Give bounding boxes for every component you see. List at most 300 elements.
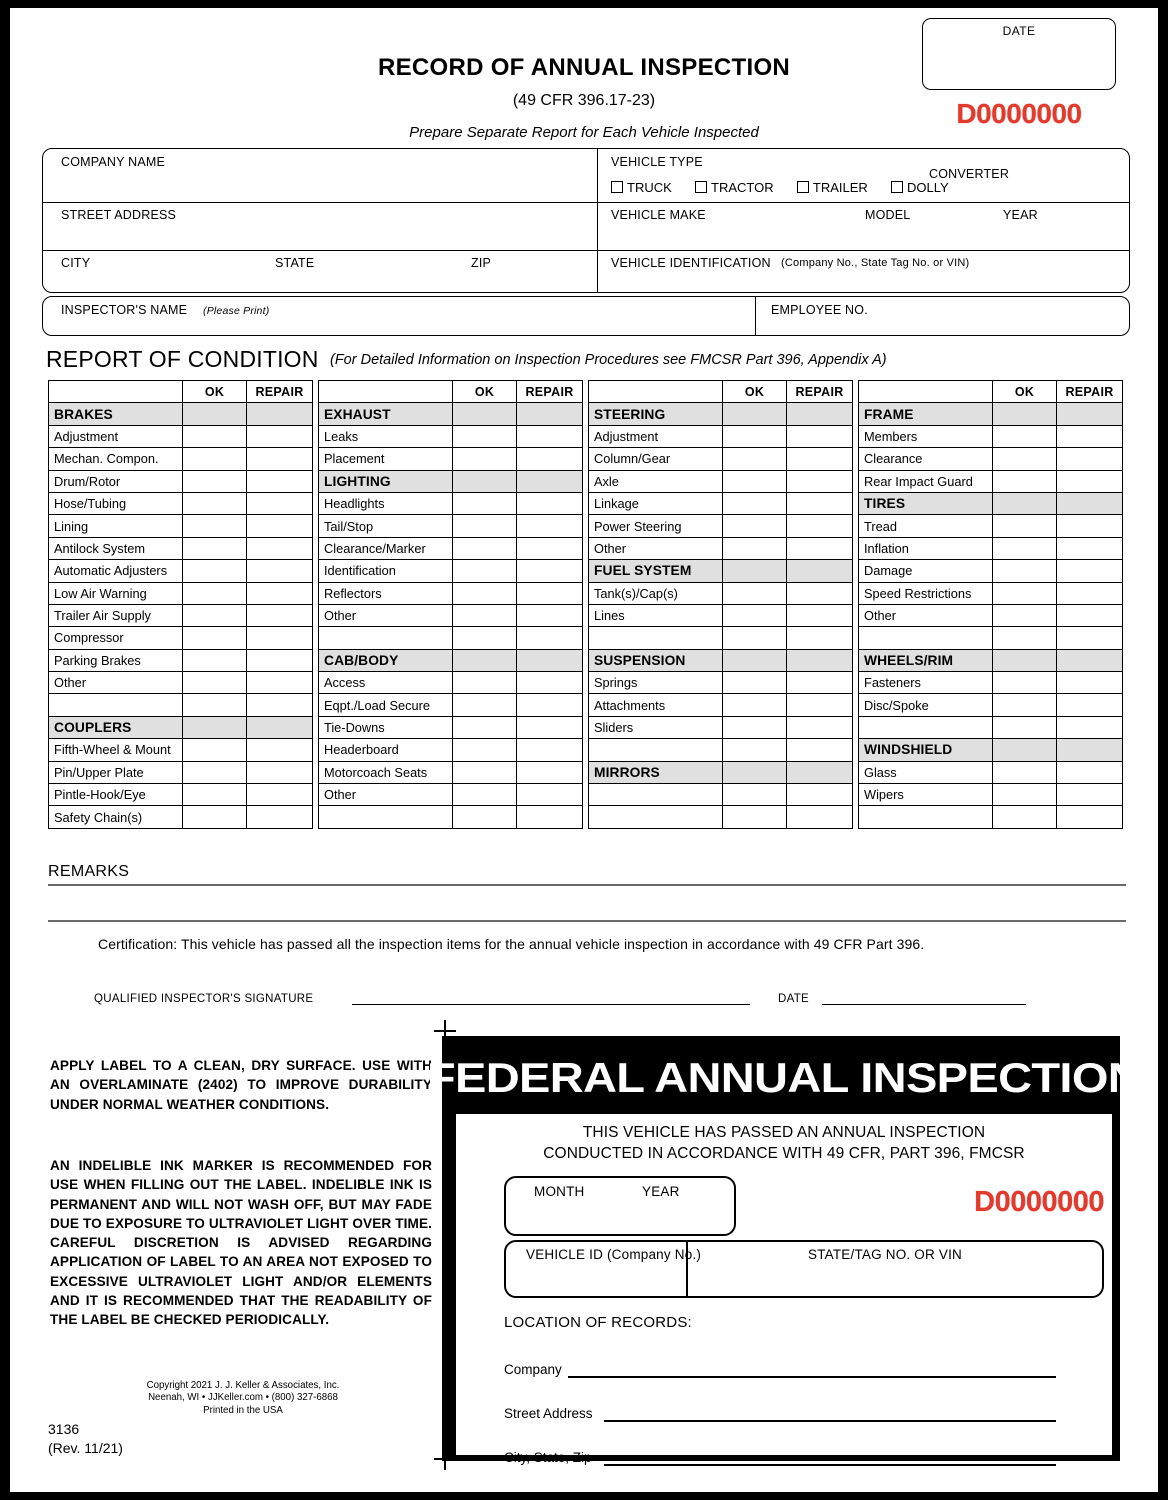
section-header-cell: BRAKES xyxy=(49,403,183,425)
label-inner xyxy=(426,1044,1142,1465)
repair-checkbox-cell[interactable] xyxy=(517,627,583,649)
inspection-item-cell: Antilock System xyxy=(49,537,183,559)
repair-checkbox-cell[interactable] xyxy=(1057,582,1123,604)
ok-checkbox-cell[interactable] xyxy=(993,672,1057,694)
repair-checkbox-cell[interactable] xyxy=(517,425,583,447)
inspection-item-cell: Other xyxy=(319,784,453,806)
ok-checkbox-cell[interactable] xyxy=(993,694,1057,716)
ok-checkbox-cell[interactable] xyxy=(723,784,787,806)
repair-checkbox-cell[interactable] xyxy=(247,448,313,470)
instructions-paragraph-1: APPLY LABEL TO A CLEAN, DRY SURFACE. USE WITH AN OVERLAMINATE (2402) TO IMPROVE DURABILITY UNDER NORMAL WEATHER CONDITIONS. xyxy=(50,1058,432,1112)
ok-checkbox-cell[interactable] xyxy=(993,784,1057,806)
repair-checkbox-cell[interactable] xyxy=(787,672,853,694)
ok-checkbox-cell[interactable] xyxy=(453,582,517,604)
inspection-item-cell: Adjustment xyxy=(49,425,183,447)
ok-checkbox-cell[interactable] xyxy=(183,627,247,649)
column-header-blank xyxy=(859,381,993,403)
repair-checkbox-cell[interactable] xyxy=(247,806,313,828)
table-row xyxy=(49,448,1123,470)
repair-checkbox-cell[interactable] xyxy=(787,627,853,649)
repair-checkbox-cell[interactable] xyxy=(517,694,583,716)
inspection-item-cell: Compressor xyxy=(49,627,183,649)
section-ok-cell xyxy=(723,761,787,783)
section-repair-cell xyxy=(517,649,583,671)
ok-checkbox-cell[interactable] xyxy=(183,448,247,470)
column-header-ok: OK xyxy=(723,381,787,403)
repair-checkbox-cell[interactable] xyxy=(1057,448,1123,470)
ok-checkbox-cell[interactable] xyxy=(453,425,517,447)
ok-checkbox-cell[interactable] xyxy=(183,604,247,626)
inspection-item-cell: Fifth-Wheel & Mount xyxy=(49,739,183,761)
form-number: 3136 xyxy=(48,1421,80,1437)
repair-checkbox-cell[interactable] xyxy=(1057,627,1123,649)
inspector-name-hint: (Please Print) xyxy=(203,305,270,317)
repair-checkbox-cell[interactable] xyxy=(517,515,583,537)
repair-checkbox-cell[interactable] xyxy=(247,694,313,716)
table-row xyxy=(49,492,1123,514)
vehicle-type-converter-dolly-option[interactable] xyxy=(891,180,949,195)
ok-checkbox-cell[interactable] xyxy=(453,560,517,582)
repair-checkbox-cell[interactable] xyxy=(1057,470,1123,492)
serial-number-top: D0000000 xyxy=(956,98,1082,129)
ok-checkbox-cell[interactable] xyxy=(723,716,787,738)
repair-checkbox-cell[interactable] xyxy=(1057,560,1123,582)
box-divider-h1 xyxy=(43,202,1129,203)
ok-checkbox-cell[interactable] xyxy=(453,806,517,828)
repair-checkbox-cell[interactable] xyxy=(1057,604,1123,626)
checkbox-icon[interactable] xyxy=(695,181,707,193)
table-row xyxy=(49,694,1123,716)
report-of-condition-title: REPORT OF CONDITION xyxy=(46,346,319,372)
column-header-ok: OK xyxy=(993,381,1057,403)
signature-date-line[interactable] xyxy=(822,1004,1026,1005)
inspection-item-cell: Trailer Air Supply xyxy=(49,604,183,626)
section-header-cell: LIGHTING xyxy=(319,470,453,492)
ok-checkbox-cell[interactable] xyxy=(453,761,517,783)
label-subtitle-line-1: THIS VEHICLE HAS PASSED AN ANNUAL INSPECTION xyxy=(582,1124,986,1141)
inspection-item-cell: Clearance/Marker xyxy=(319,537,453,559)
inspection-item-cell: Mechan. Compon. xyxy=(49,448,183,470)
repair-checkbox-cell[interactable] xyxy=(517,672,583,694)
ok-checkbox-cell[interactable] xyxy=(183,784,247,806)
inspection-item-cell: Identification xyxy=(319,560,453,582)
checkbox-icon[interactable] xyxy=(797,181,809,193)
inspection-item-cell: Other xyxy=(859,604,993,626)
box-divider-vertical xyxy=(597,149,598,292)
checkbox-icon[interactable] xyxy=(611,181,623,193)
inspection-item-cell: Adjustment xyxy=(589,425,723,447)
repair-checkbox-cell[interactable] xyxy=(247,560,313,582)
month-label: MONTH xyxy=(534,1184,585,1199)
remarks-line-1[interactable] xyxy=(48,884,1126,886)
section-header-cell: MIRRORS xyxy=(589,761,723,783)
section-repair-cell xyxy=(517,403,583,425)
ok-checkbox-cell[interactable] xyxy=(183,425,247,447)
ok-checkbox-cell[interactable] xyxy=(723,537,787,559)
inspection-item-cell: Pintle-Hook/Eye xyxy=(49,784,183,806)
ok-checkbox-cell[interactable] xyxy=(453,694,517,716)
report-of-condition-subtitle: (For Detailed Information on Inspection Procedures see FMCSR Part 396, Appendix A) xyxy=(330,352,887,368)
vehicle-type-tractor-option[interactable] xyxy=(695,180,774,195)
zip-label: ZIP xyxy=(471,256,492,270)
repair-checkbox-cell[interactable] xyxy=(517,784,583,806)
inspection-item-cell xyxy=(319,627,453,649)
signature-line[interactable] xyxy=(352,1004,750,1005)
form-sheet xyxy=(10,8,1158,1492)
repair-checkbox-cell[interactable] xyxy=(1057,806,1123,828)
model-label: MODEL xyxy=(865,208,911,222)
section-repair-cell xyxy=(1057,403,1123,425)
repair-checkbox-cell[interactable] xyxy=(517,448,583,470)
vehicle-type-trailer-label: TRAILER xyxy=(812,180,868,195)
inspection-item-cell: Fasteners xyxy=(859,672,993,694)
repair-checkbox-cell[interactable] xyxy=(247,649,313,671)
inspection-item-cell: Springs xyxy=(589,672,723,694)
inspection-item-cell: Clearance xyxy=(859,448,993,470)
signature-date-label: DATE xyxy=(778,993,810,1005)
ok-checkbox-cell[interactable] xyxy=(723,470,787,492)
inspection-item-cell: Automatic Adjusters xyxy=(49,560,183,582)
ok-checkbox-cell[interactable] xyxy=(183,649,247,671)
repair-checkbox-cell[interactable] xyxy=(247,739,313,761)
inspection-item-cell: Other xyxy=(589,537,723,559)
inspection-item-cell: Access xyxy=(319,672,453,694)
repair-checkbox-cell[interactable] xyxy=(1057,761,1123,783)
inspection-item-cell: Placement xyxy=(319,448,453,470)
repair-checkbox-cell[interactable] xyxy=(517,739,583,761)
section-ok-cell xyxy=(723,403,787,425)
repair-checkbox-cell[interactable] xyxy=(1057,784,1123,806)
signature-label: QUALIFIED INSPECTOR'S SIGNATURE xyxy=(94,993,314,1005)
repair-checkbox-cell[interactable] xyxy=(1057,515,1123,537)
table-row xyxy=(49,515,1123,537)
table-row xyxy=(49,425,1123,447)
inspection-item-cell xyxy=(859,627,993,649)
ok-checkbox-cell[interactable] xyxy=(453,784,517,806)
vehicle-make-label: VEHICLE MAKE xyxy=(611,208,706,222)
ok-checkbox-cell[interactable] xyxy=(723,694,787,716)
inspection-item-cell: Headerboard xyxy=(319,739,453,761)
ok-checkbox-cell[interactable] xyxy=(993,425,1057,447)
repair-checkbox-cell[interactable] xyxy=(247,604,313,626)
inspection-item-cell: Speed Restrictions xyxy=(859,582,993,604)
ok-checkbox-cell[interactable] xyxy=(183,537,247,559)
table-row xyxy=(49,403,1123,425)
section-repair-cell xyxy=(1057,649,1123,671)
vehicle-type-truck-option[interactable] xyxy=(611,180,672,195)
ok-checkbox-cell[interactable] xyxy=(993,806,1057,828)
ok-checkbox-cell[interactable] xyxy=(723,492,787,514)
section-ok-cell xyxy=(183,716,247,738)
condition-table xyxy=(48,380,1123,829)
company-name-label: COMPANY NAME xyxy=(61,155,166,169)
section-header-cell: CAB/BODY xyxy=(319,649,453,671)
vehicle-type-truck-label: TRUCK xyxy=(627,180,672,195)
inspection-item-cell: Linkage xyxy=(589,492,723,514)
records-company-line[interactable] xyxy=(568,1376,1056,1378)
inspection-item-cell: Damage xyxy=(859,560,993,582)
column-header-blank xyxy=(319,381,453,403)
ok-checkbox-cell[interactable] xyxy=(453,739,517,761)
ok-checkbox-cell[interactable] xyxy=(453,448,517,470)
section-ok-cell xyxy=(453,470,517,492)
section-repair-cell xyxy=(247,403,313,425)
repair-checkbox-cell[interactable] xyxy=(517,604,583,626)
remarks-line-2[interactable] xyxy=(48,920,1126,922)
repair-checkbox-cell[interactable] xyxy=(517,761,583,783)
remarks-label: REMARKS xyxy=(48,863,130,880)
inspection-item-cell xyxy=(589,627,723,649)
inspection-item-cell: Wipers xyxy=(859,784,993,806)
inspection-item-cell: Tail/Stop xyxy=(319,515,453,537)
ok-checkbox-cell[interactable] xyxy=(183,470,247,492)
ok-checkbox-cell[interactable] xyxy=(993,582,1057,604)
repair-checkbox-cell[interactable] xyxy=(517,537,583,559)
vehicle-type-checkbox-group xyxy=(611,180,949,195)
ok-checkbox-cell[interactable] xyxy=(723,806,787,828)
repair-checkbox-cell[interactable] xyxy=(1057,716,1123,738)
vehicle-id-label: VEHICLE ID (Company No.) xyxy=(526,1247,702,1262)
repair-checkbox-cell[interactable] xyxy=(517,716,583,738)
street-address-label: STREET ADDRESS xyxy=(61,208,177,222)
ok-checkbox-cell[interactable] xyxy=(453,537,517,559)
ok-checkbox-cell[interactable] xyxy=(183,492,247,514)
repair-checkbox-cell[interactable] xyxy=(517,560,583,582)
ok-checkbox-cell[interactable] xyxy=(723,672,787,694)
ok-checkbox-cell[interactable] xyxy=(723,425,787,447)
repair-checkbox-cell[interactable] xyxy=(247,761,313,783)
records-city-state-zip-label: City, State, Zip xyxy=(504,1450,592,1465)
ok-checkbox-cell[interactable] xyxy=(993,560,1057,582)
inspection-item-cell xyxy=(589,784,723,806)
inspection-item-cell: Parking Brakes xyxy=(49,649,183,671)
inspection-item-cell: Attachments xyxy=(589,694,723,716)
column-header-repair: REPAIR xyxy=(787,381,853,403)
ok-checkbox-cell[interactable] xyxy=(453,604,517,626)
location-of-records-label: LOCATION OF RECORDS: xyxy=(504,1314,692,1331)
repair-checkbox-cell[interactable] xyxy=(247,537,313,559)
inspection-item-cell xyxy=(859,806,993,828)
ok-checkbox-cell[interactable] xyxy=(723,739,787,761)
repair-checkbox-cell[interactable] xyxy=(1057,425,1123,447)
inspection-item-cell: Tie-Downs xyxy=(319,716,453,738)
page-title: RECORD OF ANNUAL INSPECTION xyxy=(377,54,791,81)
inspection-item-cell: Leaks xyxy=(319,425,453,447)
inspection-item-cell: Inflation xyxy=(859,537,993,559)
vehicle-type-tractor-label: TRACTOR xyxy=(711,180,774,195)
inspector-name-label: INSPECTOR'S NAME xyxy=(61,303,188,317)
records-street-address-line[interactable] xyxy=(604,1420,1056,1422)
table-row xyxy=(49,784,1123,806)
table-row xyxy=(49,739,1123,761)
repair-checkbox-cell[interactable] xyxy=(787,694,853,716)
header-note: Prepare Separate Report for Each Vehicle Inspected xyxy=(409,124,759,141)
table-row xyxy=(49,627,1123,649)
section-header-cell: EXHAUST xyxy=(319,403,453,425)
section-repair-cell xyxy=(787,560,853,582)
repair-checkbox-cell[interactable] xyxy=(787,582,853,604)
inspection-item-cell xyxy=(859,716,993,738)
repair-checkbox-cell[interactable] xyxy=(247,425,313,447)
form-number-block xyxy=(48,1420,123,1458)
column-header-repair: REPAIR xyxy=(517,381,583,403)
column-header-repair: REPAIR xyxy=(1057,381,1123,403)
repair-checkbox-cell[interactable] xyxy=(247,672,313,694)
table-row xyxy=(49,560,1123,582)
copyright-block xyxy=(118,1380,368,1417)
records-company-label: Company xyxy=(504,1362,562,1377)
inspection-item-cell: Sliders xyxy=(589,716,723,738)
repair-checkbox-cell[interactable] xyxy=(787,515,853,537)
records-street-address-label: Street Address xyxy=(504,1406,593,1421)
inspection-item-cell: Lines xyxy=(589,604,723,626)
column-header-ok: OK xyxy=(453,381,517,403)
ok-checkbox-cell[interactable] xyxy=(723,448,787,470)
form-revision: (Rev. 11/21) xyxy=(48,1440,123,1456)
year-label: YEAR xyxy=(1003,208,1038,222)
city-label: CITY xyxy=(61,256,91,270)
ok-checkbox-cell[interactable] xyxy=(993,448,1057,470)
repair-checkbox-cell[interactable] xyxy=(787,806,853,828)
inspection-item-cell: Disc/Spoke xyxy=(859,694,993,716)
repair-checkbox-cell[interactable] xyxy=(787,448,853,470)
section-ok-cell xyxy=(183,403,247,425)
section-ok-cell xyxy=(453,403,517,425)
column-header-ok: OK xyxy=(183,381,247,403)
repair-checkbox-cell[interactable] xyxy=(1057,694,1123,716)
section-ok-cell xyxy=(723,649,787,671)
ok-checkbox-cell[interactable] xyxy=(993,761,1057,783)
state-tag-label: STATE/TAG NO. OR VIN xyxy=(808,1247,963,1262)
inspection-item-cell: Drum/Rotor xyxy=(49,470,183,492)
ok-checkbox-cell[interactable] xyxy=(183,694,247,716)
repair-checkbox-cell[interactable] xyxy=(787,492,853,514)
ok-checkbox-cell[interactable] xyxy=(453,716,517,738)
company-vehicle-box xyxy=(42,148,1130,293)
table-row xyxy=(49,672,1123,694)
repair-checkbox-cell[interactable] xyxy=(247,582,313,604)
table-row xyxy=(49,649,1123,671)
inspection-item-cell xyxy=(589,739,723,761)
section-header-cell: FRAME xyxy=(859,403,993,425)
year-label: YEAR xyxy=(642,1184,680,1199)
label-subtitle-line-2: CONDUCTED IN ACCORDANCE WITH 49 CFR, PART 396, FMCSR xyxy=(543,1145,1025,1162)
section-ok-cell xyxy=(993,492,1057,514)
table-row xyxy=(49,761,1123,783)
section-repair-cell xyxy=(1057,739,1123,761)
vehicle-type-trailer-option[interactable] xyxy=(797,180,868,195)
repair-checkbox-cell[interactable] xyxy=(787,537,853,559)
repair-checkbox-cell[interactable] xyxy=(787,425,853,447)
ok-checkbox-cell[interactable] xyxy=(183,739,247,761)
ok-checkbox-cell[interactable] xyxy=(993,470,1057,492)
repair-checkbox-cell[interactable] xyxy=(517,806,583,828)
section-repair-cell xyxy=(787,761,853,783)
inspection-item-cell xyxy=(589,806,723,828)
repair-checkbox-cell[interactable] xyxy=(787,604,853,626)
inspection-item-cell: Members xyxy=(859,425,993,447)
regulation-reference: (49 CFR 396.17-23) xyxy=(512,92,656,109)
label-title: FEDERAL ANNUAL INSPECTION xyxy=(426,1054,1142,1101)
ok-checkbox-cell[interactable] xyxy=(723,627,787,649)
repair-checkbox-cell[interactable] xyxy=(247,627,313,649)
date-label: DATE xyxy=(1002,24,1036,38)
inspection-item-cell: Hose/Tubing xyxy=(49,492,183,514)
table-row xyxy=(49,604,1123,626)
section-ok-cell xyxy=(993,649,1057,671)
inspection-item-cell: Safety Chain(s) xyxy=(49,806,183,828)
certification-text: Certification: This vehicle has passed all the inspection items for the annual vehicle inspection in accordance with 49 CFR Part 396. xyxy=(98,936,925,952)
label-white-area xyxy=(456,1114,1112,1465)
ok-checkbox-cell[interactable] xyxy=(993,515,1057,537)
ok-checkbox-cell[interactable] xyxy=(183,761,247,783)
section-header-cell: STEERING xyxy=(589,403,723,425)
inspector-box xyxy=(42,296,1130,336)
ok-checkbox-cell[interactable] xyxy=(183,582,247,604)
date-field[interactable] xyxy=(922,18,1116,90)
section-repair-cell xyxy=(247,716,313,738)
inspection-item-cell: Power Steering xyxy=(589,515,723,537)
repair-checkbox-cell[interactable] xyxy=(517,582,583,604)
ok-checkbox-cell[interactable] xyxy=(453,515,517,537)
column-header-blank xyxy=(589,381,723,403)
repair-checkbox-cell[interactable] xyxy=(787,470,853,492)
vehicle-identification-label: VEHICLE IDENTIFICATION xyxy=(611,256,771,270)
ok-checkbox-cell[interactable] xyxy=(183,672,247,694)
repair-checkbox-cell[interactable] xyxy=(1057,672,1123,694)
ok-checkbox-cell[interactable] xyxy=(723,582,787,604)
ok-checkbox-cell[interactable] xyxy=(723,604,787,626)
ok-checkbox-cell[interactable] xyxy=(183,515,247,537)
repair-checkbox-cell[interactable] xyxy=(247,470,313,492)
ok-checkbox-cell[interactable] xyxy=(453,492,517,514)
inspector-box-divider xyxy=(755,297,756,335)
copyright-line-3: Printed in the USA xyxy=(203,1404,283,1416)
ok-checkbox-cell[interactable] xyxy=(993,627,1057,649)
ok-checkbox-cell[interactable] xyxy=(183,806,247,828)
table-row xyxy=(49,716,1123,738)
inspection-item-cell: Headlights xyxy=(319,492,453,514)
inspection-item-cell xyxy=(49,694,183,716)
repair-checkbox-cell[interactable] xyxy=(787,784,853,806)
ok-checkbox-cell[interactable] xyxy=(993,604,1057,626)
repair-checkbox-cell[interactable] xyxy=(247,492,313,514)
serial-number-label: D0000000 xyxy=(974,1186,1104,1218)
copyright-line-2: Neenah, WI • JJKeller.com • (800) 327-6868 xyxy=(148,1392,338,1404)
ok-checkbox-cell[interactable] xyxy=(453,672,517,694)
ok-checkbox-cell[interactable] xyxy=(723,515,787,537)
column-header-blank xyxy=(49,381,183,403)
inspection-item-cell: Tank(s)/Cap(s) xyxy=(589,582,723,604)
repair-checkbox-cell[interactable] xyxy=(517,492,583,514)
inspection-item-cell: Eqpt./Load Secure xyxy=(319,694,453,716)
section-repair-cell xyxy=(787,403,853,425)
inspection-item-cell: Column/Gear xyxy=(589,448,723,470)
ok-checkbox-cell[interactable] xyxy=(453,627,517,649)
checkbox-icon[interactable] xyxy=(891,181,903,193)
repair-checkbox-cell[interactable] xyxy=(787,716,853,738)
repair-checkbox-cell[interactable] xyxy=(1057,537,1123,559)
repair-checkbox-cell[interactable] xyxy=(247,784,313,806)
ok-checkbox-cell[interactable] xyxy=(183,560,247,582)
section-repair-cell xyxy=(517,470,583,492)
records-city-state-zip-line[interactable] xyxy=(604,1464,1056,1466)
repair-checkbox-cell[interactable] xyxy=(787,739,853,761)
ok-checkbox-cell[interactable] xyxy=(993,716,1057,738)
repair-checkbox-cell[interactable] xyxy=(247,515,313,537)
inspection-item-cell: Lining xyxy=(49,515,183,537)
ok-checkbox-cell[interactable] xyxy=(993,537,1057,559)
